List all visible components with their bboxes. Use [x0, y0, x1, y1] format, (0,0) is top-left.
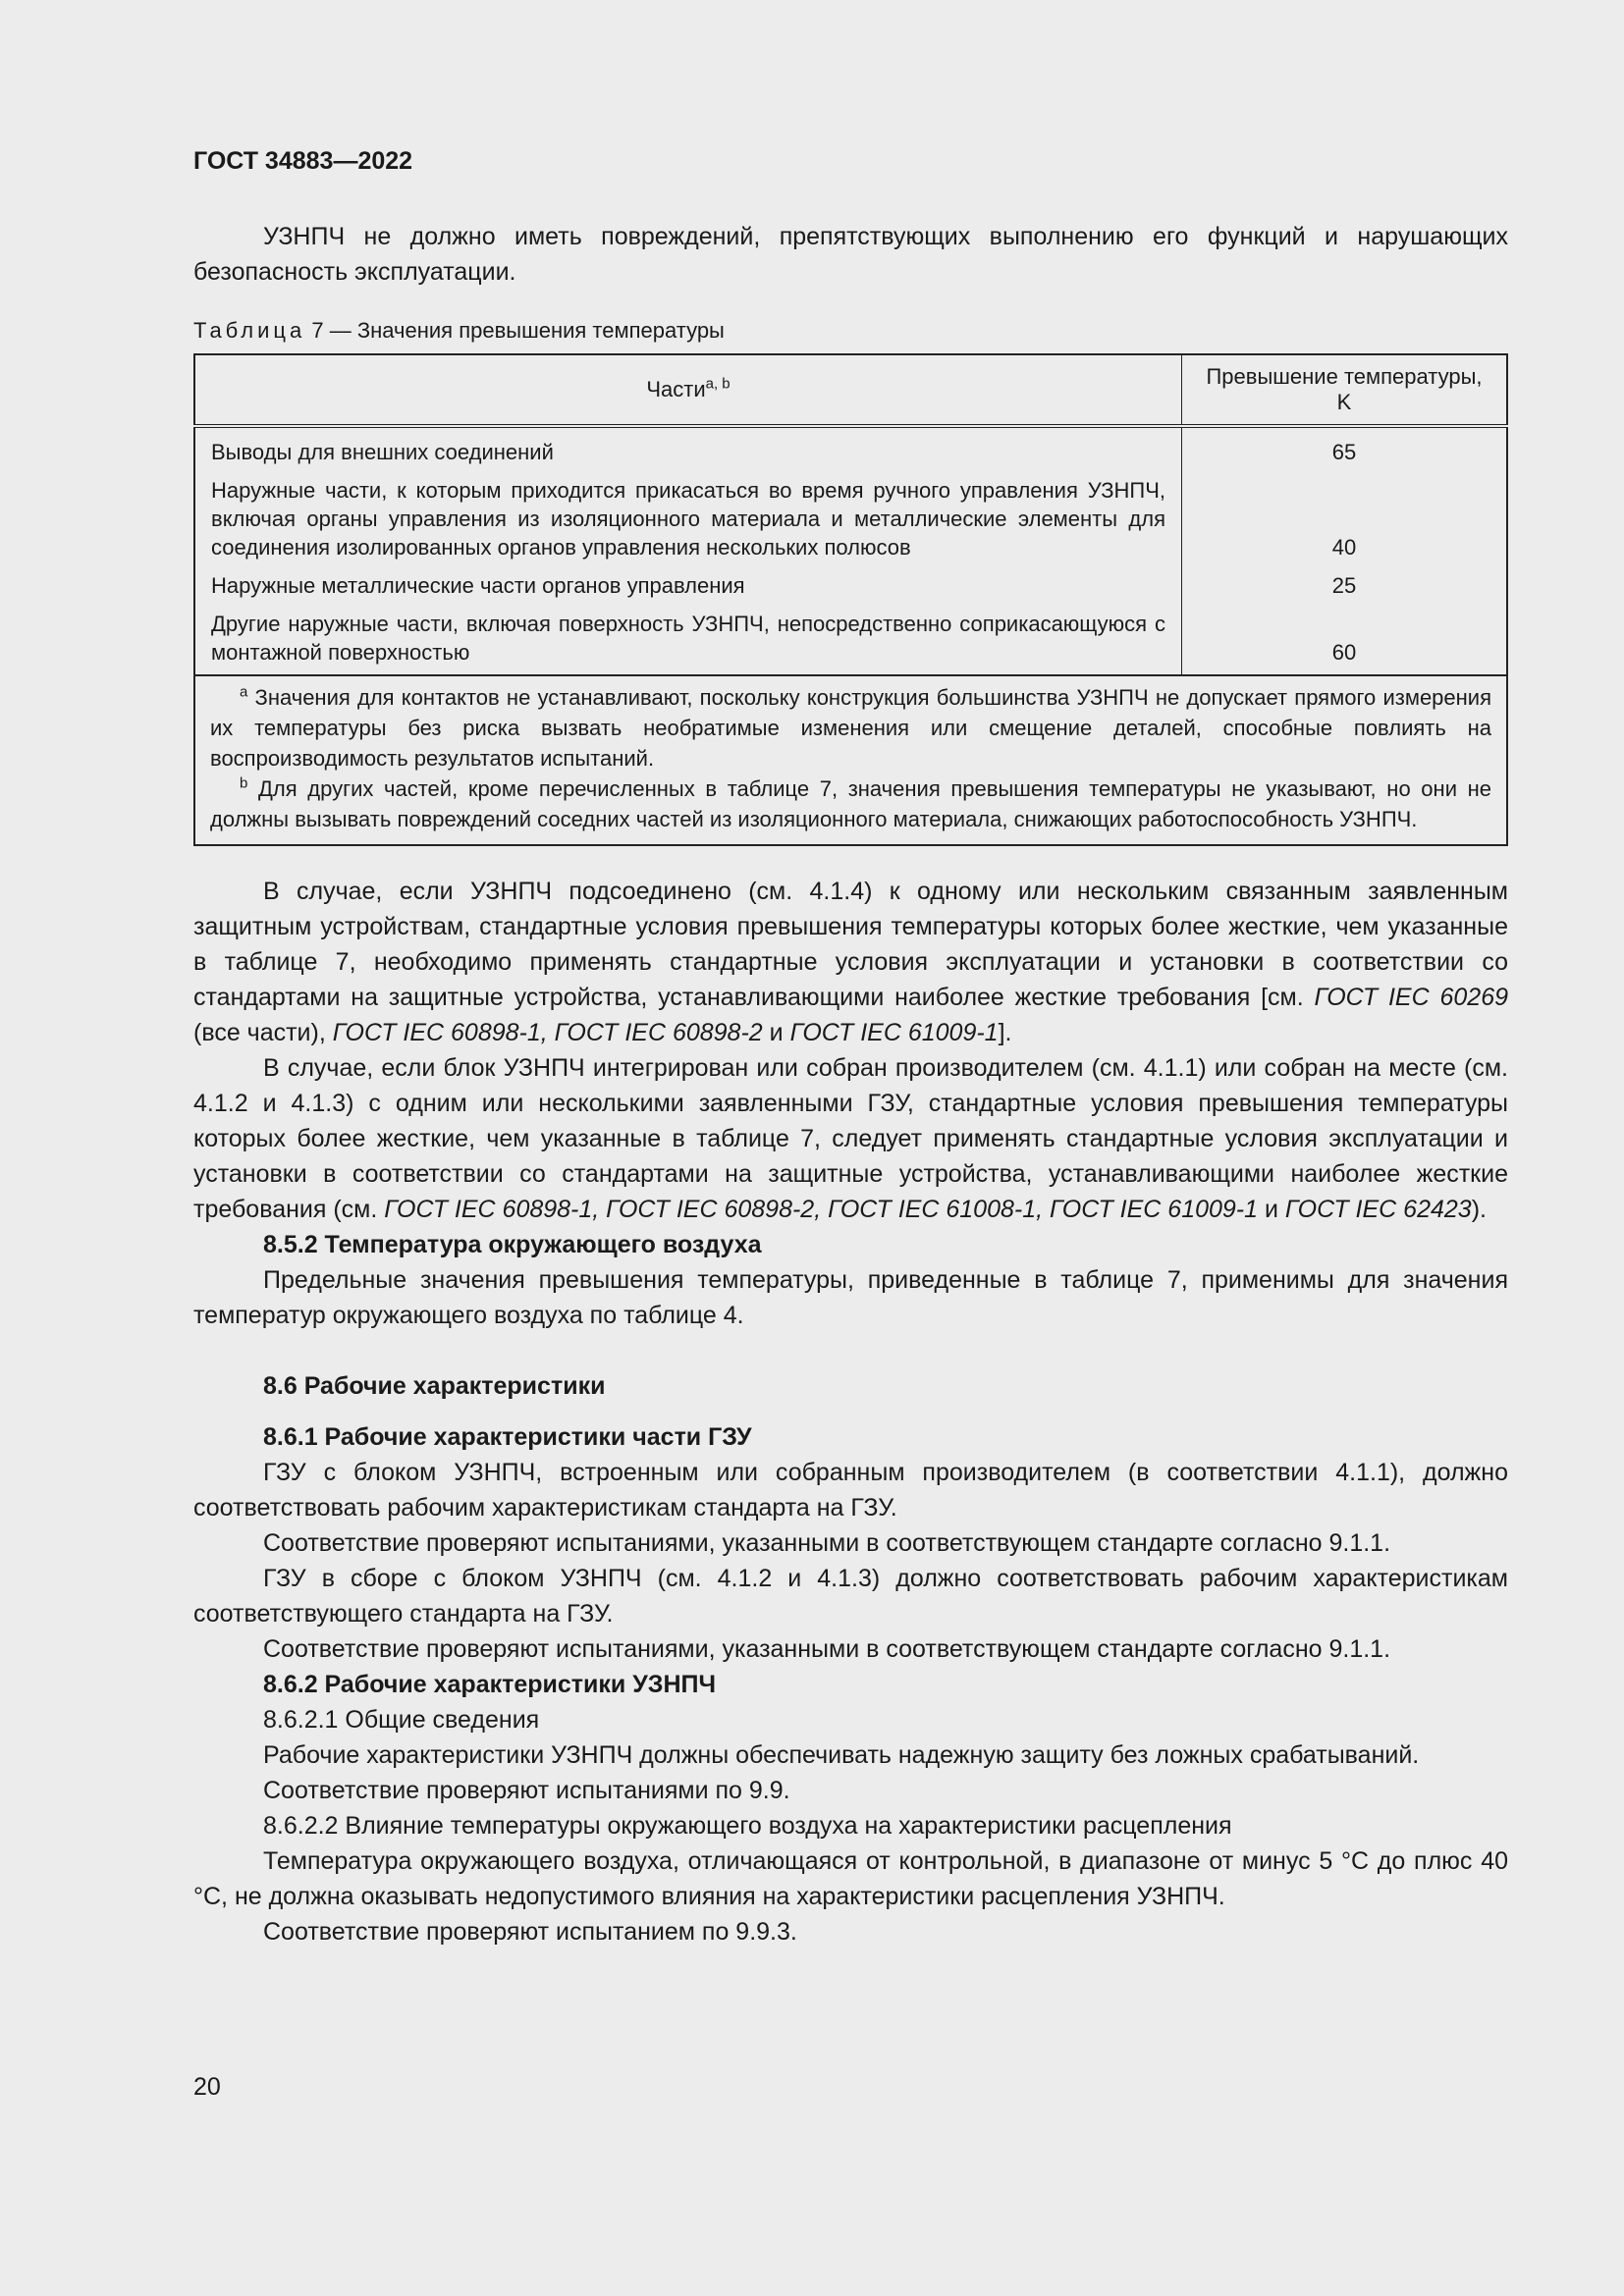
document-page — [193, 147, 1508, 1949]
section-text-8-6-2-1-p2: Соответствие проверяют испытаниями по 9.9. — [263, 1777, 790, 1804]
section-text-8-6-2-1-p1: Рабочие характеристики УЗНПЧ должны обеспечивать надежную защиту без ложных срабатываний. — [263, 1741, 1420, 1769]
table-caption-word: Таблица — [193, 318, 306, 343]
table-cell-value: 25 — [1331, 573, 1357, 598]
section-text-8-5-2: Предельные значения превышения температуры, приведенные в таблице 7, применимы для значения температур окружающего воздуха по таблице 4. — [193, 1266, 1508, 1329]
table-row — [194, 600, 1507, 675]
section-text-8-6-2-2-p2: Соответствие проверяют испытанием по 9.9.3. — [263, 1918, 797, 1946]
col-parts-header: Части$^{a, b}$ — [194, 354, 1182, 426]
section-heading-8-6: 8.6 Рабочие характеристики — [263, 1372, 606, 1400]
table-notes — [194, 675, 1507, 845]
table-caption — [193, 318, 1508, 344]
section-text-8-6-1-p2: Соответствие проверяют испытаниями, указанными в соответствующем стандарте согласно 9.1.1. — [263, 1529, 1391, 1557]
table-cell-value: 65 — [1331, 440, 1357, 464]
section-text-8-6-1-p1: ГЗУ с блоком УЗНПЧ, встроенным или собранным производителем (в соответствии 4.1.1), должно соответствовать рабочим характеристикам стандарта на ГЗУ. — [193, 1459, 1508, 1522]
table-caption-title: 7 — Значения превышения температуры — [305, 318, 725, 343]
table-cell-part: Другие наружные части, включая поверхность УЗНПЧ, непосредственно соприкасающуюся с монтажной поверхностью — [194, 600, 1182, 675]
temperature-rise-table — [193, 353, 1508, 846]
section-text-8-6-1-p3: ГЗУ в сборе с блоком УЗНПЧ (см. 4.1.2 и 4.1.3) должно соответствовать рабочим характеристикам соответствующего стандарта на ГЗУ. — [193, 1565, 1508, 1628]
section-text-8-6-2-2-p1: Температура окружающего воздуха, отличающаяся от контрольной, в диапазоне от минус 5 °С до плюс 40 °С, не должна оказывать недопустимого влияния на характеристики расцепления УЗНПЧ. — [193, 1847, 1508, 1910]
table-header-row — [194, 354, 1507, 426]
table-cell-value: 40 — [1331, 535, 1357, 560]
table-cell-value: 60 — [1331, 640, 1357, 665]
table-row — [194, 466, 1507, 561]
table-note-b: $^b$ Для других частей, кроме перечисленных в таблице 7, значения превышения температуры не указывают, но они не должны вызывать повреждений соседних частей из изоляционного материала, снижающих работоспособность УЗНПЧ. — [210, 774, 1491, 831]
table-cell-part: Выводы для внешних соединений — [194, 426, 1182, 466]
document-header: ГОСТ 34883—2022 — [193, 147, 413, 175]
table-cell-part: Наружные части, к которым приходится прикасаться во время ручного управления УЗНПЧ, включая органы управления из изоляционного материала и металлические элементы для соединения изолированных органов управления нескольких полюсов — [194, 466, 1182, 561]
page-number: 20 — [193, 2073, 221, 2101]
paragraph-protective-devices: В случае, если УЗНПЧ подсоединено (см. 4.1.4) к одному или нескольким связанным заявленным защитным устройствам, стандартные условия превышения температуры которых более жесткие, чем указанные в таблице 7, необходимо применять стандартные условия эксплуатации и установки в соответствии со стандартами на защитные устройства, устанавливающими наиболее жесткие требования [см. ГОСТ IEC 60269 (все части), ГОСТ IEC 60898-1, ГОСТ IEC 60898-2 и ГОСТ IEC 61009-1]. — [193, 878, 1508, 1046]
table-cell-part: Наружные металлические части органов управления — [194, 561, 1182, 600]
table-row — [194, 561, 1507, 600]
table-row — [194, 426, 1507, 466]
col-temperature-header: Превышение температуры, K — [1182, 354, 1508, 426]
section-heading-8-6-2-1: 8.6.2.1 Общие сведения — [263, 1706, 540, 1734]
intro-paragraph: УЗНПЧ не должно иметь повреждений, препятствующих выполнению его функций и нарушающих безопасность эксплуатации. — [193, 223, 1508, 286]
section-heading-8-5-2: 8.5.2 Температура окружающего воздуха — [263, 1231, 762, 1258]
paragraph-integrated-block: В случае, если блок УЗНПЧ интегрирован или собран производителем (см. 4.1.1) или собран на месте (см. 4.1.2 и 4.1.3) с одним или несколькими заявленными ГЗУ, стандартные условия превышения температуры которых более жесткие, чем указанные в таблице 7, следует применять стандартные условия эксплуатации и установки в соответствии со стандартами на защитные устройства, устанавливающими наиболее жесткие требования (см. ГОСТ IEC 60898-1, ГОСТ IEC 60898-2, ГОСТ IEC 61008-1, ГОСТ IEC 61009-1 и ГОСТ IEC 62423). — [193, 1054, 1508, 1223]
section-heading-8-6-2-2: 8.6.2.2 Влияние температуры окружающего воздуха на характеристики расцепления — [263, 1812, 1232, 1840]
section-text-8-6-1-p4: Соответствие проверяют испытаниями, указанными в соответствующем стандарте согласно 9.1.1. — [263, 1635, 1391, 1663]
table-note-a: $^a$ Значения для контактов не устанавливают, поскольку конструкция большинства УЗНПЧ не допускает прямого измерения их температуры без риска вызвать необратимые изменения или смещение деталей, способные повлиять на воспроизводимость результатов испытаний. — [210, 683, 1491, 771]
section-heading-8-6-1: 8.6.1 Рабочие характеристики части ГЗУ — [263, 1423, 752, 1451]
section-heading-8-6-2: 8.6.2 Рабочие характеристики УЗНПЧ — [263, 1671, 717, 1698]
